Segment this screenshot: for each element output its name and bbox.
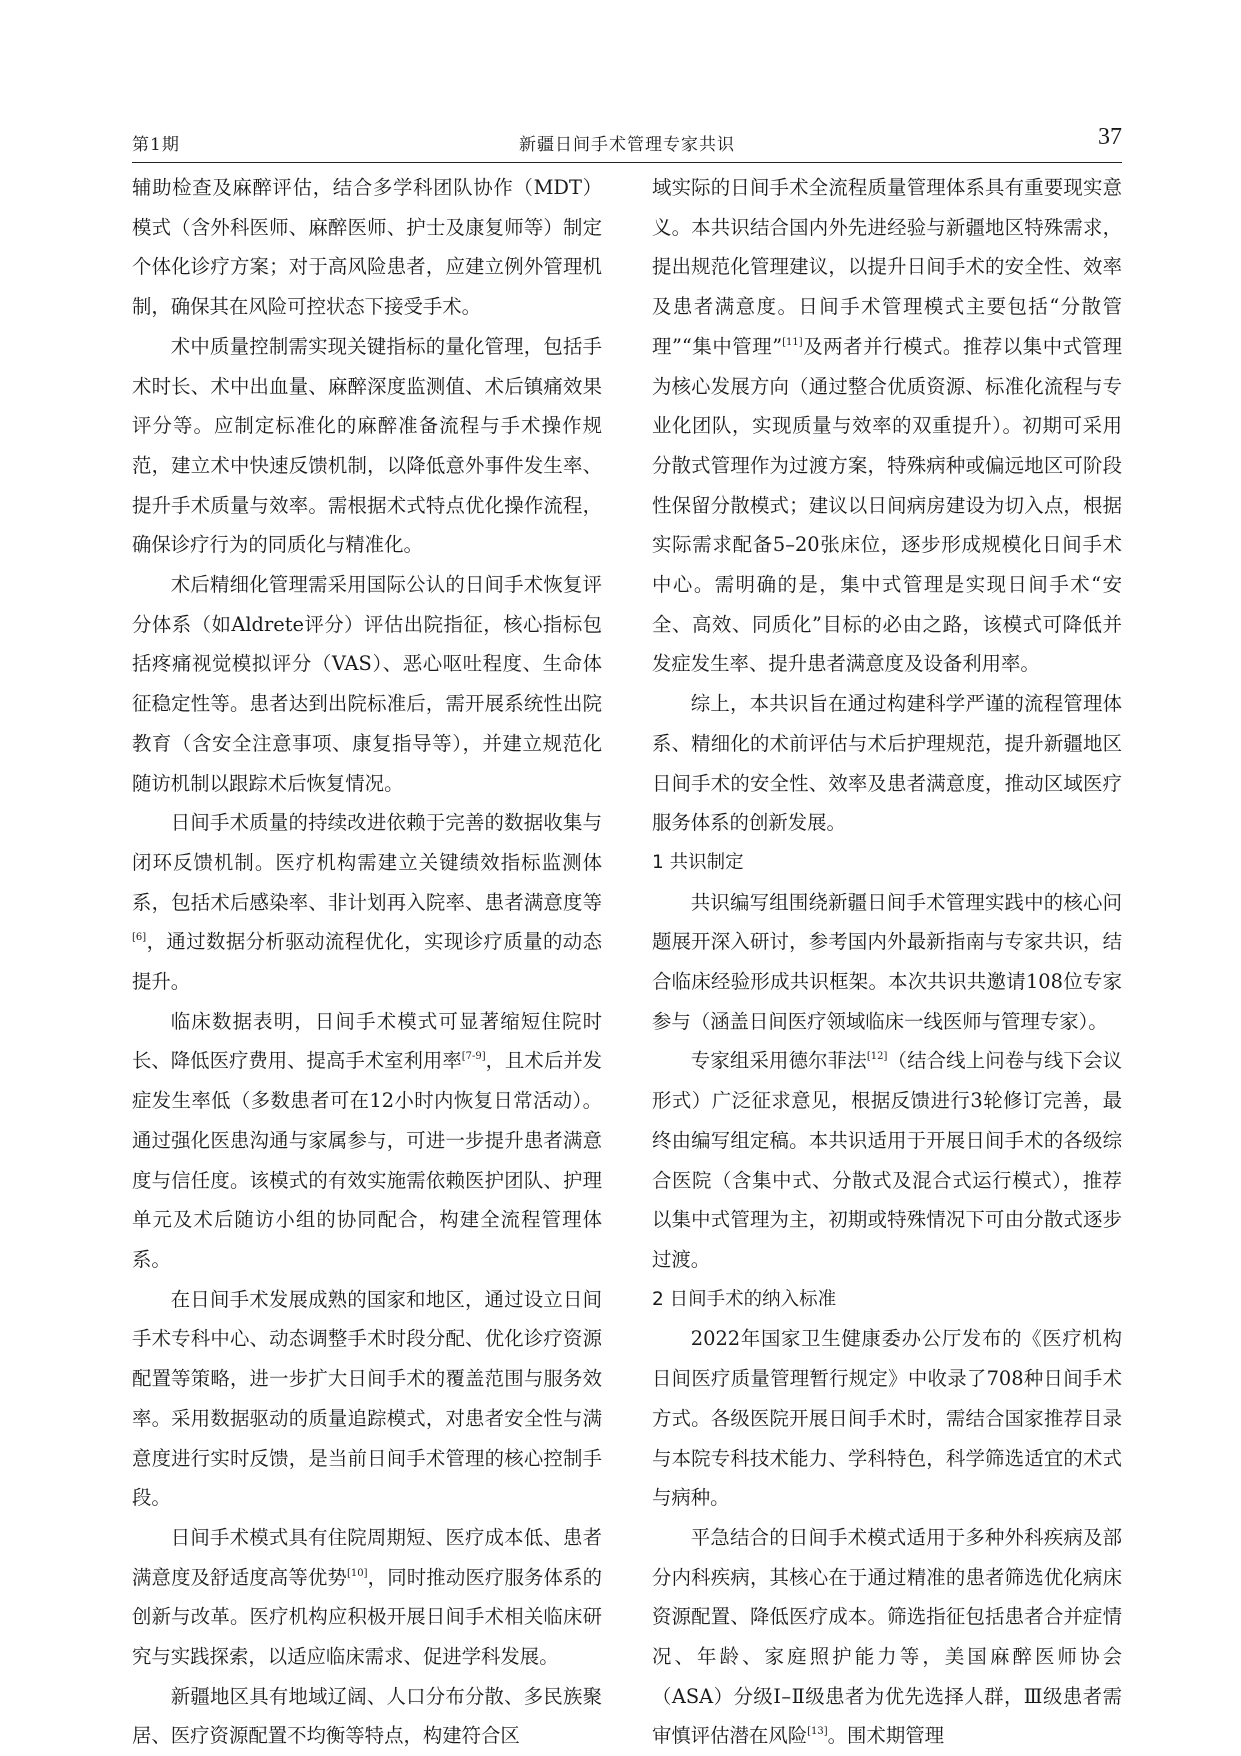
paragraph-text: 域实际的日间手术全流程质量管理体系具有重要现实意义。本共识结合国内外先进经验与新疆地区特殊需求，提出规范化管理建议，以提升日间手术的安全性、效率及患者满意度。日间手术管理模式主要包括“分散管理”“集中管理”: [652, 176, 1122, 358]
paragraph-text: ，通过数据分析驱动流程优化，实现诊疗质量的动态提升。: [132, 930, 602, 994]
section-heading: 1 共识制定: [652, 851, 744, 873]
paragraph: [132, 1002, 602, 1280]
paragraph: [652, 1041, 1122, 1279]
paragraph: 辅助检查及麻醉评估，结合多学科团队协作（MDT）模式（含外科医师、麻醉医师、护士及康复师等）制定个体化诊疗方案；对于高风险患者，应建立例外管理机制，确保其在风险可控状态下接受手术。: [132, 176, 602, 319]
running-head: [132, 124, 1122, 160]
citation: [10]: [346, 1567, 368, 1579]
citation: [13]: [807, 1726, 828, 1738]
section-heading: 2 日间手术的纳入标准: [652, 1288, 837, 1310]
citation: [11]: [782, 336, 803, 348]
paragraph: 新疆地区具有地域辽阔、人口分布分散、多民族聚居、医疗资源配置不均衡等特点，构建符合区: [132, 1684, 602, 1748]
paragraph: 2022年国家卫生健康委办公厅发布的《医疗机构日间医疗质量管理暂行规定》中收录了708种日间手术方式。各级医院开展日间手术时，需结合国家推荐目录与本院专科技术能力、学科特色，科学筛选适宜的术式与病种。: [652, 1327, 1122, 1510]
citation: [12]: [866, 1051, 888, 1063]
paragraph-text: 平急结合的日间手术模式适用于多种外科疾病及部分内科疾病，其核心在于通过精准的患者筛选优化病床资源配置、降低医疗成本。筛选指征包括患者合并症情况、年龄、家庭照护能力等，美国麻醉医师协会（ASA）分级Ⅰ–Ⅱ级患者为优先选择人群，Ⅲ级患者需审慎评估潜在风险: [652, 1525, 1122, 1748]
page-number: 37: [1098, 124, 1122, 150]
header-divider: [132, 162, 1122, 163]
citation: [6]: [132, 932, 147, 944]
paragraph-text: 临床数据表明，日间手术模式可显著缩短住院时长、降低医疗费用、提高手术室利用率: [132, 1009, 602, 1073]
paragraph: 在日间手术发展成熟的国家和地区，通过设立日间手术专科中心、动态调整手术时段分配、优化诊疗资源配置等策略，进一步扩大日间手术的覆盖范围与服务效率。采用数据驱动的质量追踪模式，对患者安全性与满意度进行实时反馈，是当前日间手术管理的核心控制手段。: [132, 1287, 602, 1510]
paragraph-text: 日间手术模式具有住院周期短、医疗成本低、患者满意度及舒适度高等优势: [132, 1525, 602, 1589]
issue-number: 第1期: [132, 135, 180, 155]
paragraph: [132, 1518, 602, 1677]
paragraph-text: 日间手术质量的持续改进依赖于完善的数据收集与闭环反馈机制。医疗机构需建立关键绩效指标监测体系，包括术后感染率、非计划再入院率、患者满意度等: [132, 811, 602, 914]
right-column: [652, 168, 1122, 1756]
paragraph: 共识编写组围绕新疆日间手术管理实践中的核心问题展开深入研讨，参考国内外最新指南与专家共识，结合临床经验形成共识框架。本次共识共邀请108位专家参与（涵盖日间医疗领域临床一线医师与管理专家）。: [652, 890, 1122, 1033]
paragraph: [652, 1518, 1122, 1756]
paragraph: 术中质量控制需实现关键指标的量化管理，包括手术时长、术中出血量、麻醉深度监测值、术后镇痛效果评分等。应制定标准化的麻醉准备流程与手术操作规范，建立术中快速反馈机制，以降低意外事件发生率、提升手术质量与效率。需根据术式特点优化操作流程，确保诊疗行为的同质化与精准化。: [132, 334, 602, 557]
journal-title: 新疆日间手术管理专家共识: [519, 135, 735, 155]
paragraph-text: ，同时推动医疗服务体系的创新与改革。医疗机构应积极开展日间手术相关临床研究与实践探索，以适应临床需求、促进学科发展。: [132, 1565, 603, 1669]
paragraph: 综上，本共识旨在通过构建科学严谨的流程管理体系、精细化的术前评估与术后护理规范，提升新疆地区日间手术的安全性、效率及患者满意度，推动区域医疗服务体系的创新发展。: [652, 692, 1122, 835]
left-column: [132, 168, 602, 1756]
paragraph: 术后精细化管理需采用国际公认的日间手术恢复评分体系（如Aldrete评分）评估出院指征，核心指标包括疼痛视觉模拟评分（VAS）、恶心呕吐程度、生命体征稳定性等。患者达到出院标准后，需开展系统性出院教育（含安全注意事项、康复指导等），并建立规范化随访机制以跟踪术后恢复情况。: [132, 573, 602, 795]
paragraph: [652, 168, 1122, 684]
paragraph: [132, 803, 602, 1002]
paragraph-text: ，且术后并发症发生率低（多数患者可在12小时内恢复日常活动）。通过强化医患沟通与家属参与，可进一步提升患者满意度与信任度。该模式的有效实施需依赖医护团队、护理单元及术后随访小组的协同配合，构建全流程管理体系。: [132, 1049, 603, 1271]
paragraph-text: 。围术期管理: [827, 1724, 944, 1748]
paragraph-text: 专家组采用德尔菲法: [690, 1049, 867, 1073]
paragraph-text: 及两者并行模式。推荐以集中式管理为核心发展方向（通过整合优质资源、标准化流程与专业化团队，实现质量与效率的双重提升）。初期可采用分散式管理作为过渡方案，特殊病种或偏远地区可阶段性保留分散模式；建议以日间病房建设为切入点，根据实际需求配备5–20张床位，逐步形成规模化日间手术中心。需明确的是，集中式管理是实现日间手术“安全、高效、同质化”目标的必由之路，该模式可降低并发症发生率、提升患者满意度及设备利用率。: [652, 334, 1122, 676]
paragraph-text: （结合线上问卷与线下会议形式）广泛征求意见，根据反馈进行3轮修订完善，最终由编写组定稿。本共识适用于开展日间手术的各级综合医院（含集中式、分散式及混合式运行模式），推荐以集中式管理为主，初期或特殊情况下可由分散式逐步过渡。: [652, 1049, 1123, 1271]
citation: [7-9]: [461, 1051, 486, 1063]
